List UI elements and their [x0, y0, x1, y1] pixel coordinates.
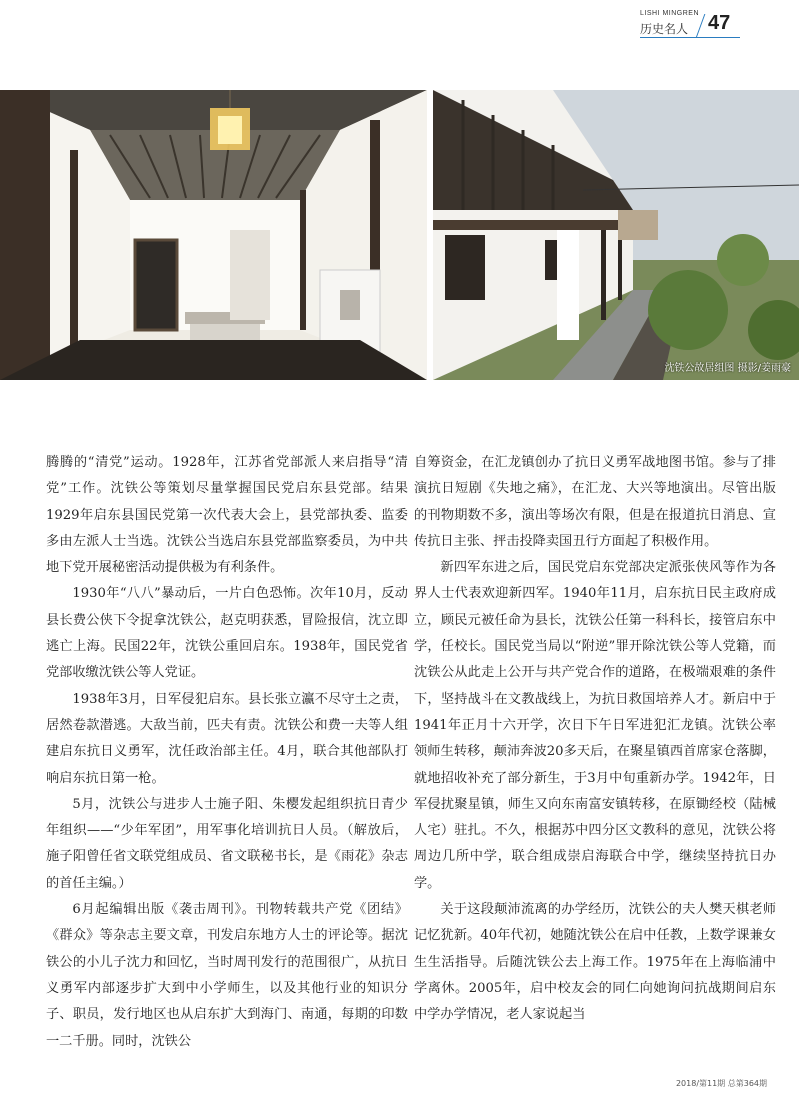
paragraph: 自筹资金，在汇龙镇创办了抗日义勇军战地图书馆。参与了排演抗日短剧《失地之痛》，在汇龙、大兴等地演出。尽管出版的刊物期数不多，演出等场次有限，但是在报道抗日消息、宣传抗日主张、抨击投降卖国丑行方面起了积极作用。	[414, 455, 776, 549]
interior-room-illustration	[0, 90, 427, 380]
photo-interior-room	[0, 90, 427, 380]
exterior-corridor-illustration	[433, 90, 799, 380]
paragraph: 5月，沈铁公与进步人士施子阳、朱樱发起组织抗日青少年组织——“少年军团”，用军事化培训抗日人员。（解放后，施子阳曾任省文联党组成员、省文联秘书长，是《雨花》杂志的首任主编。）	[46, 796, 408, 891]
paragraph: 1938年3月，日军侵犯启东。县长张立瀛不尽守土之责，居然卷款潜逃。大敌当前，匹夫有责。沈铁公和费一夫等人组建启东抗日义勇军，沈任政治部主任。4月，联合其他部队打响启东抗日第一枪。	[46, 691, 408, 786]
issue-footer: 2018/第11期 总第364期	[675, 1079, 767, 1088]
column-name-chinese: 历史名人	[640, 22, 689, 36]
paragraph: 新四军东进之后，国民党启东党部决定派张侠风等作为各界人士代表欢迎新四军。1940年11月，启东抗日民主政府成立，顾民元被任命为县长，沈铁公任第一科科长，接管启东中学，任校长。国民党当局以“附逆”罪开除沈铁公等人党籍，而沈铁公从此走上公开与共产党合作的道路，在极端艰难的条件下，坚持战斗在文教战线上，为抗日救国培养人才。新启中于1941年正月十六开学，次日下午日军进犯汇龙镇。沈铁公率领师生转移，颠沛奔波20多天后，在聚星镇西首席家仓落脚，就地招收补充了部分新生，于3月中旬重新办学。1942年，日军侵扰聚星镇，师生又向东南富安镇转移，在原锄经校（陆械人宅）驻扎。不久，根据苏中四分区文教科的意见，沈铁公将周边几所中学，联合组成崇启海联合中学，继续坚持抗日办学。	[414, 560, 776, 891]
page-number: 47	[708, 12, 731, 34]
paragraph: 1930年“八八”暴动后，一片白色恐怖。次年10月，反动县长费公侠下令捉拿沈铁公，赵克明获悉，冒险报信，沈立即逃亡上海。民国22年，沈铁公重回启东。1938年，国民党省党部收缴沈铁公等人党证。	[46, 586, 408, 681]
photo-exterior-corridor	[433, 90, 799, 380]
column-name-english: LISHI MINGREN	[640, 10, 700, 17]
page-header	[640, 10, 750, 42]
text-column-right	[414, 450, 776, 1029]
header-separator	[696, 14, 706, 38]
paragraph: 关于这段颠沛流离的办学经历，沈铁公的夫人樊天棋老师记忆犹新。40年代初，她随沈铁公在启中任教，上数学课兼女生生活指导。后随沈铁公去上海工作。1975年在上海临浦中学离休。2005年，启中校友会的同仁向她询问抗战期间启东中学办学情况，老人家说起当	[414, 902, 776, 1023]
paragraph: 6月起编辑出版《袭击周刊》。刊物转载共产党《团结》《群众》等杂志主要文章，刊发启东地方人士的评论等。据沈铁公的小儿子沈力和回忆，当时周刊发行的范围很广，从抗日义勇军内部逐步扩大到中小学师生，以及其他行业的知识分子、职员，发行地区也从启东扩大到海门、南通，每期的印数一二千册。同时，沈铁公	[46, 902, 408, 1049]
text-column-left	[46, 450, 408, 1055]
header-rule	[640, 37, 740, 38]
photo-caption: 沈铁公故居组图 摄影/姜雨豪	[664, 363, 791, 374]
paragraph: 腾腾的“清党”运动。1928年，江苏省党部派人来启指导“清党”工作。沈铁公等策划尽量掌握国民党启东县党部。结果1929年启东县国民党第一次代表大会上，县党部执委、监委多由左派人士当选。沈铁公当选启东县党部监察委员，为中共地下党开展秘密活动提供极为有利条件。	[46, 455, 408, 576]
